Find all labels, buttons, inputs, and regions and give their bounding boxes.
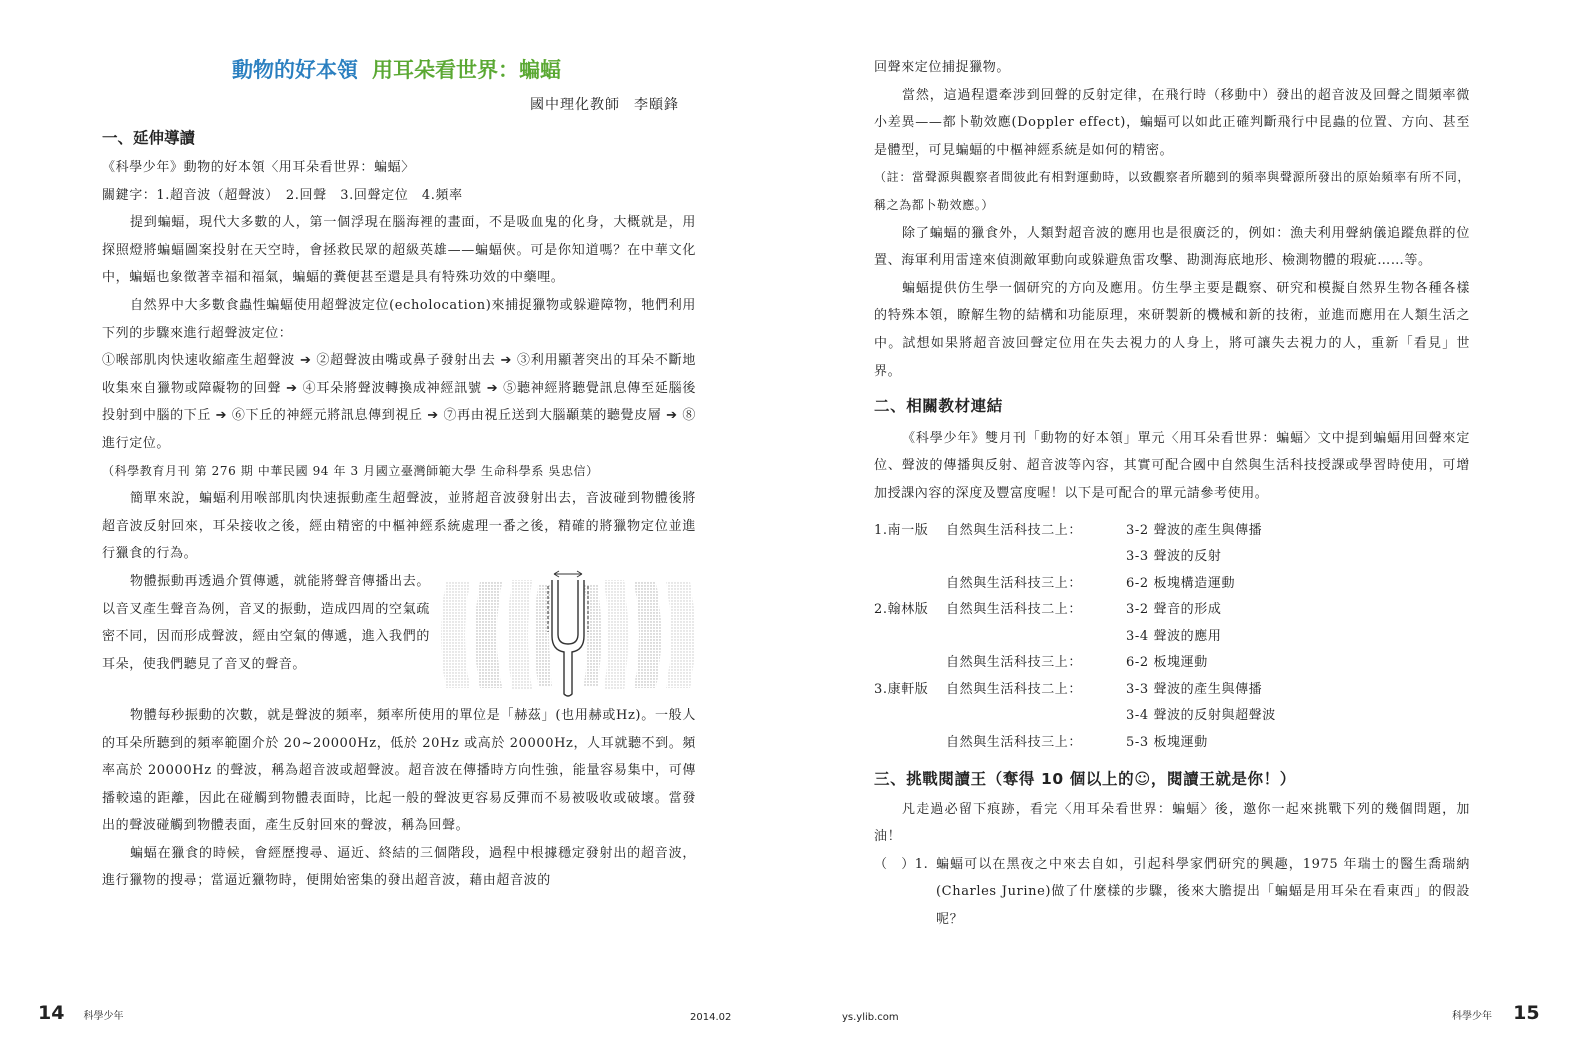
page-number: 14	[38, 1002, 65, 1024]
question-text: 蝙蝠可以在黑夜之中來去自如，引起科學家們研究的興趣，1975 年瑞士的醫生喬瑞納(Charles Jurine)做了什麼樣的步驟，後來大膽提出「蝙蝠是用耳朵在看東西」的假設呢？	[936, 856, 1470, 927]
curriculum-pub: 2.翰林版	[874, 602, 929, 617]
author-name: 李頤鋒	[634, 97, 679, 113]
curriculum-unit: 5-3 板塊運動	[1126, 734, 1208, 750]
curriculum-row	[874, 703, 1470, 730]
title-column-name: 動物的好本領	[232, 58, 358, 82]
curriculum-unit: 3-3 聲波的產生與傳播	[1126, 681, 1263, 697]
curriculum-unit: 6-2 板塊運動	[1126, 655, 1208, 670]
curriculum-pub: 1.南一版	[874, 522, 929, 538]
curriculum-sub: 自然與生活科技二上：	[946, 602, 1083, 617]
magazine-name: 科學少年	[83, 1011, 124, 1022]
paragraph: 物體每秒振動的次數，就是聲波的頻率，頻率所使用的單位是「赫茲」(也用赫或Hz)。一般人的耳朵所聽到的頻率範圍介於 20~20000Hz，低於 20Hz 或高於 20000Hz，人耳就聽不到。頻率高於 20000Hz 的聲波，稱為超音波或超聲波。超音波在傳播時方向性強，能量容易集中，可傳播較遠的距離，因此在碰觸到物體表面時，比起一般的聲波更容易反彈而不易被吸收或破壞。當發出的聲波碰觸到物體表面，產生反射回來的聲波，稱為回聲。	[102, 707, 696, 834]
curriculum-row	[874, 518, 1470, 545]
curriculum-sub	[946, 703, 1126, 730]
curriculum-sub: 自然與生活科技二上：	[946, 681, 1083, 697]
curriculum-unit: 3-2 聲音的形成	[1126, 602, 1222, 617]
doppler-note: （註：當聲源與觀察者間彼此有相對運動時，以致觀察者所聽到的頻率與聲源所發出的原始頻率有所不同，稱之為都卜勒效應。）	[874, 170, 1470, 212]
section-heading-curriculum-link: 二、相關教材連結	[874, 397, 1003, 416]
curriculum-sub: 自然與生活科技三上：	[946, 655, 1083, 670]
paragraph: 《科學少年》雙月刊「動物的好本領」單元〈用耳朵看世界：蝙蝠〉文中提到蝙蝠用回聲來定位、聲波的傳播與反射、超音波等內容，其實可配合國中自然與生活科技授課或學習時使用，可增加授課內容的深度及豐富度喔！以下是可配合的單元請參考使用。	[874, 430, 1470, 501]
paragraph: 回聲來定位捕捉獵物。	[874, 60, 1011, 75]
curriculum-pub	[874, 703, 946, 730]
curriculum-pub	[874, 544, 946, 571]
paragraph: 凡走過必留下痕跡，看完〈用耳朵看世界：蝙蝠〉後，邀你一起來挑戰下列的幾個問題，加油！	[874, 801, 1470, 845]
curriculum-pub	[874, 571, 946, 598]
curriculum-row	[874, 677, 1470, 704]
curriculum-row	[874, 597, 1470, 624]
curriculum-sub: 自然與生活科技三上：	[946, 575, 1083, 591]
paragraph: 簡單來說，蝙蝠利用喉部肌肉快速振動產生超聲波，並將超音波發射出去，音波碰到物體後將超音波反射回來，耳朵接收之後，經由精密的中樞神經系統處理一番之後，精確的將獵物定位並進行獵食的行為。	[102, 491, 696, 562]
paragraph: 自然界中大多數食蟲性蝙蝠使用超聲波定位(echolocation)來捕捉獵物或躲避障物，牠們利用下列的步驟來進行超聲波定位：	[102, 297, 696, 341]
paragraph: 提到蝙蝠，現代大多數的人，第一個浮現在腦海裡的畫面，不是吸血鬼的化身，大概就是，用探照燈將蝙蝠圖案投射在天空時，會拯救民眾的超級英雄——蝙蝠俠。可是你知道嗎？在中華文化中，蝙蝠也象徵著幸福和福氣，蝙蝠的糞便甚至還是具有特殊功效的中藥哩。	[102, 215, 696, 286]
curriculum-unit: 6-2 板塊構造運動	[1126, 575, 1236, 591]
paragraph: 物體振動再透過介質傳遞，就能將聲音傳播出去。以音叉產生聲音為例，音叉的振動，造成四周的空氣疏密不同，因而形成聲波，經由空氣的傳遞，進入我們的耳朵，使我們聽見了音叉的聲音。	[102, 573, 430, 672]
curriculum-sub	[946, 544, 1126, 571]
curriculum-unit: 3-2 聲波的產生與傳播	[1126, 522, 1263, 538]
issue-date: 2014.02	[690, 1012, 732, 1023]
website-url: ys.ylib.com	[842, 1012, 899, 1023]
magazine-name: 科學少年	[1452, 1011, 1492, 1022]
curriculum-sub: 自然與生活科技二上：	[946, 522, 1083, 538]
curriculum-sub	[946, 624, 1126, 651]
keywords-line: 關鍵字：1.超音波（超聲波） 2.回聲 3.回聲定位 4.頻率	[102, 187, 463, 203]
curriculum-pub	[874, 624, 946, 651]
curriculum-pub: 3.康軒版	[874, 681, 929, 697]
curriculum-list	[874, 518, 1470, 757]
curriculum-unit: 3-4 聲波的應用	[1126, 628, 1222, 644]
paragraph: 蝙蝠在獵食的時候，會經歷搜尋、逼近、終結的三個階段，過程中根據穩定發射出的超音波，進行獵物的搜尋；當逼近獵物時，便開始密集的發出超音波，藉由超音波的	[102, 845, 696, 889]
page-number: 15	[1513, 1002, 1540, 1024]
curriculum-row	[874, 624, 1470, 651]
question-number: （ ）1.	[874, 856, 929, 872]
author-role: 國中理化教師	[530, 97, 620, 113]
section-heading-reading-challenge: 三、挑戰閱讀王（奪得 10 個以上的☺，閱讀王就是你！）	[874, 770, 1296, 788]
curriculum-sub: 自然與生活科技三上：	[946, 734, 1083, 750]
curriculum-pub	[874, 650, 946, 677]
intro-line: 《科學少年》動物的好本領〈用耳朵看世界：蝙蝠〉	[102, 160, 415, 175]
curriculum-unit: 3-4 聲波的反射與超聲波	[1126, 708, 1276, 723]
curriculum-pub	[874, 730, 946, 757]
curriculum-row	[874, 544, 1470, 571]
question-item	[874, 851, 1470, 934]
curriculum-row	[874, 650, 1470, 677]
echolocation-steps: ①喉部肌肉快速收縮產生超聲波 ➔ ②超聲波由嘴或鼻子發射出去 ➔ ③利用顯著突出的耳朵不斷地收集來自獵物或障礙物的回聲 ➔ ④耳朵將聲波轉換成神經訊號 ➔ ⑤聽神經將聽覺訊息傳至延腦後投射到中腦的下丘 ➔ ⑥下丘的神經元將訊息傳到視丘 ➔ ⑦再由視丘送到大腦顳葉的聽覺皮層 ➔ ⑧進行定位。	[102, 353, 696, 451]
paragraph: 蝙蝠提供仿生學一個研究的方向及應用。仿生學主要是觀察、研究和模擬自然界生物各種各樣的特殊本領，瞭解生物的結構和功能原理，來研製新的機械和新的技術，並進而應用在人類生活之中。試想如果將超音波回聲定位用在失去視力的人身上，將可讓失去視力的人，重新「看見」世界。	[874, 280, 1470, 379]
paragraph: 除了蝙蝠的獵食外，人類對超音波的應用也是很廣泛的，例如：漁夫利用聲納儀追蹤魚群的位置、海軍利用雷達來偵測敵軍動向或躲避魚雷攻擊、勘測海底地形、檢測物體的瑕疵……等。	[874, 225, 1470, 269]
curriculum-unit: 3-3 聲波的反射	[1126, 549, 1222, 564]
right-text-column	[874, 54, 1470, 934]
section-heading-extended-reading: 一、延伸導讀	[102, 129, 196, 147]
paragraph: 當然，這過程還牽涉到回聲的反射定律，在飛行時（移動中）發出的超音波及回聲之間頻率微小差異——都卜勒效應(Doppler effect)，蝙蝠可以如此正確判斷飛行中昆蟲的位置、方向、甚至是體型，可見蝙蝠的中樞神經系統是如何的精密。	[874, 87, 1470, 158]
curriculum-row	[874, 730, 1470, 757]
title-article-name: 用耳朵看世界：蝙蝠	[372, 58, 561, 82]
right-footer	[1452, 1002, 1540, 1024]
citation: （科學教育月刊 第 276 期 中華民國 94 年 3 月國立臺灣師範大學 生命科學系 吳忠信）	[102, 463, 599, 478]
curriculum-row	[874, 571, 1470, 598]
